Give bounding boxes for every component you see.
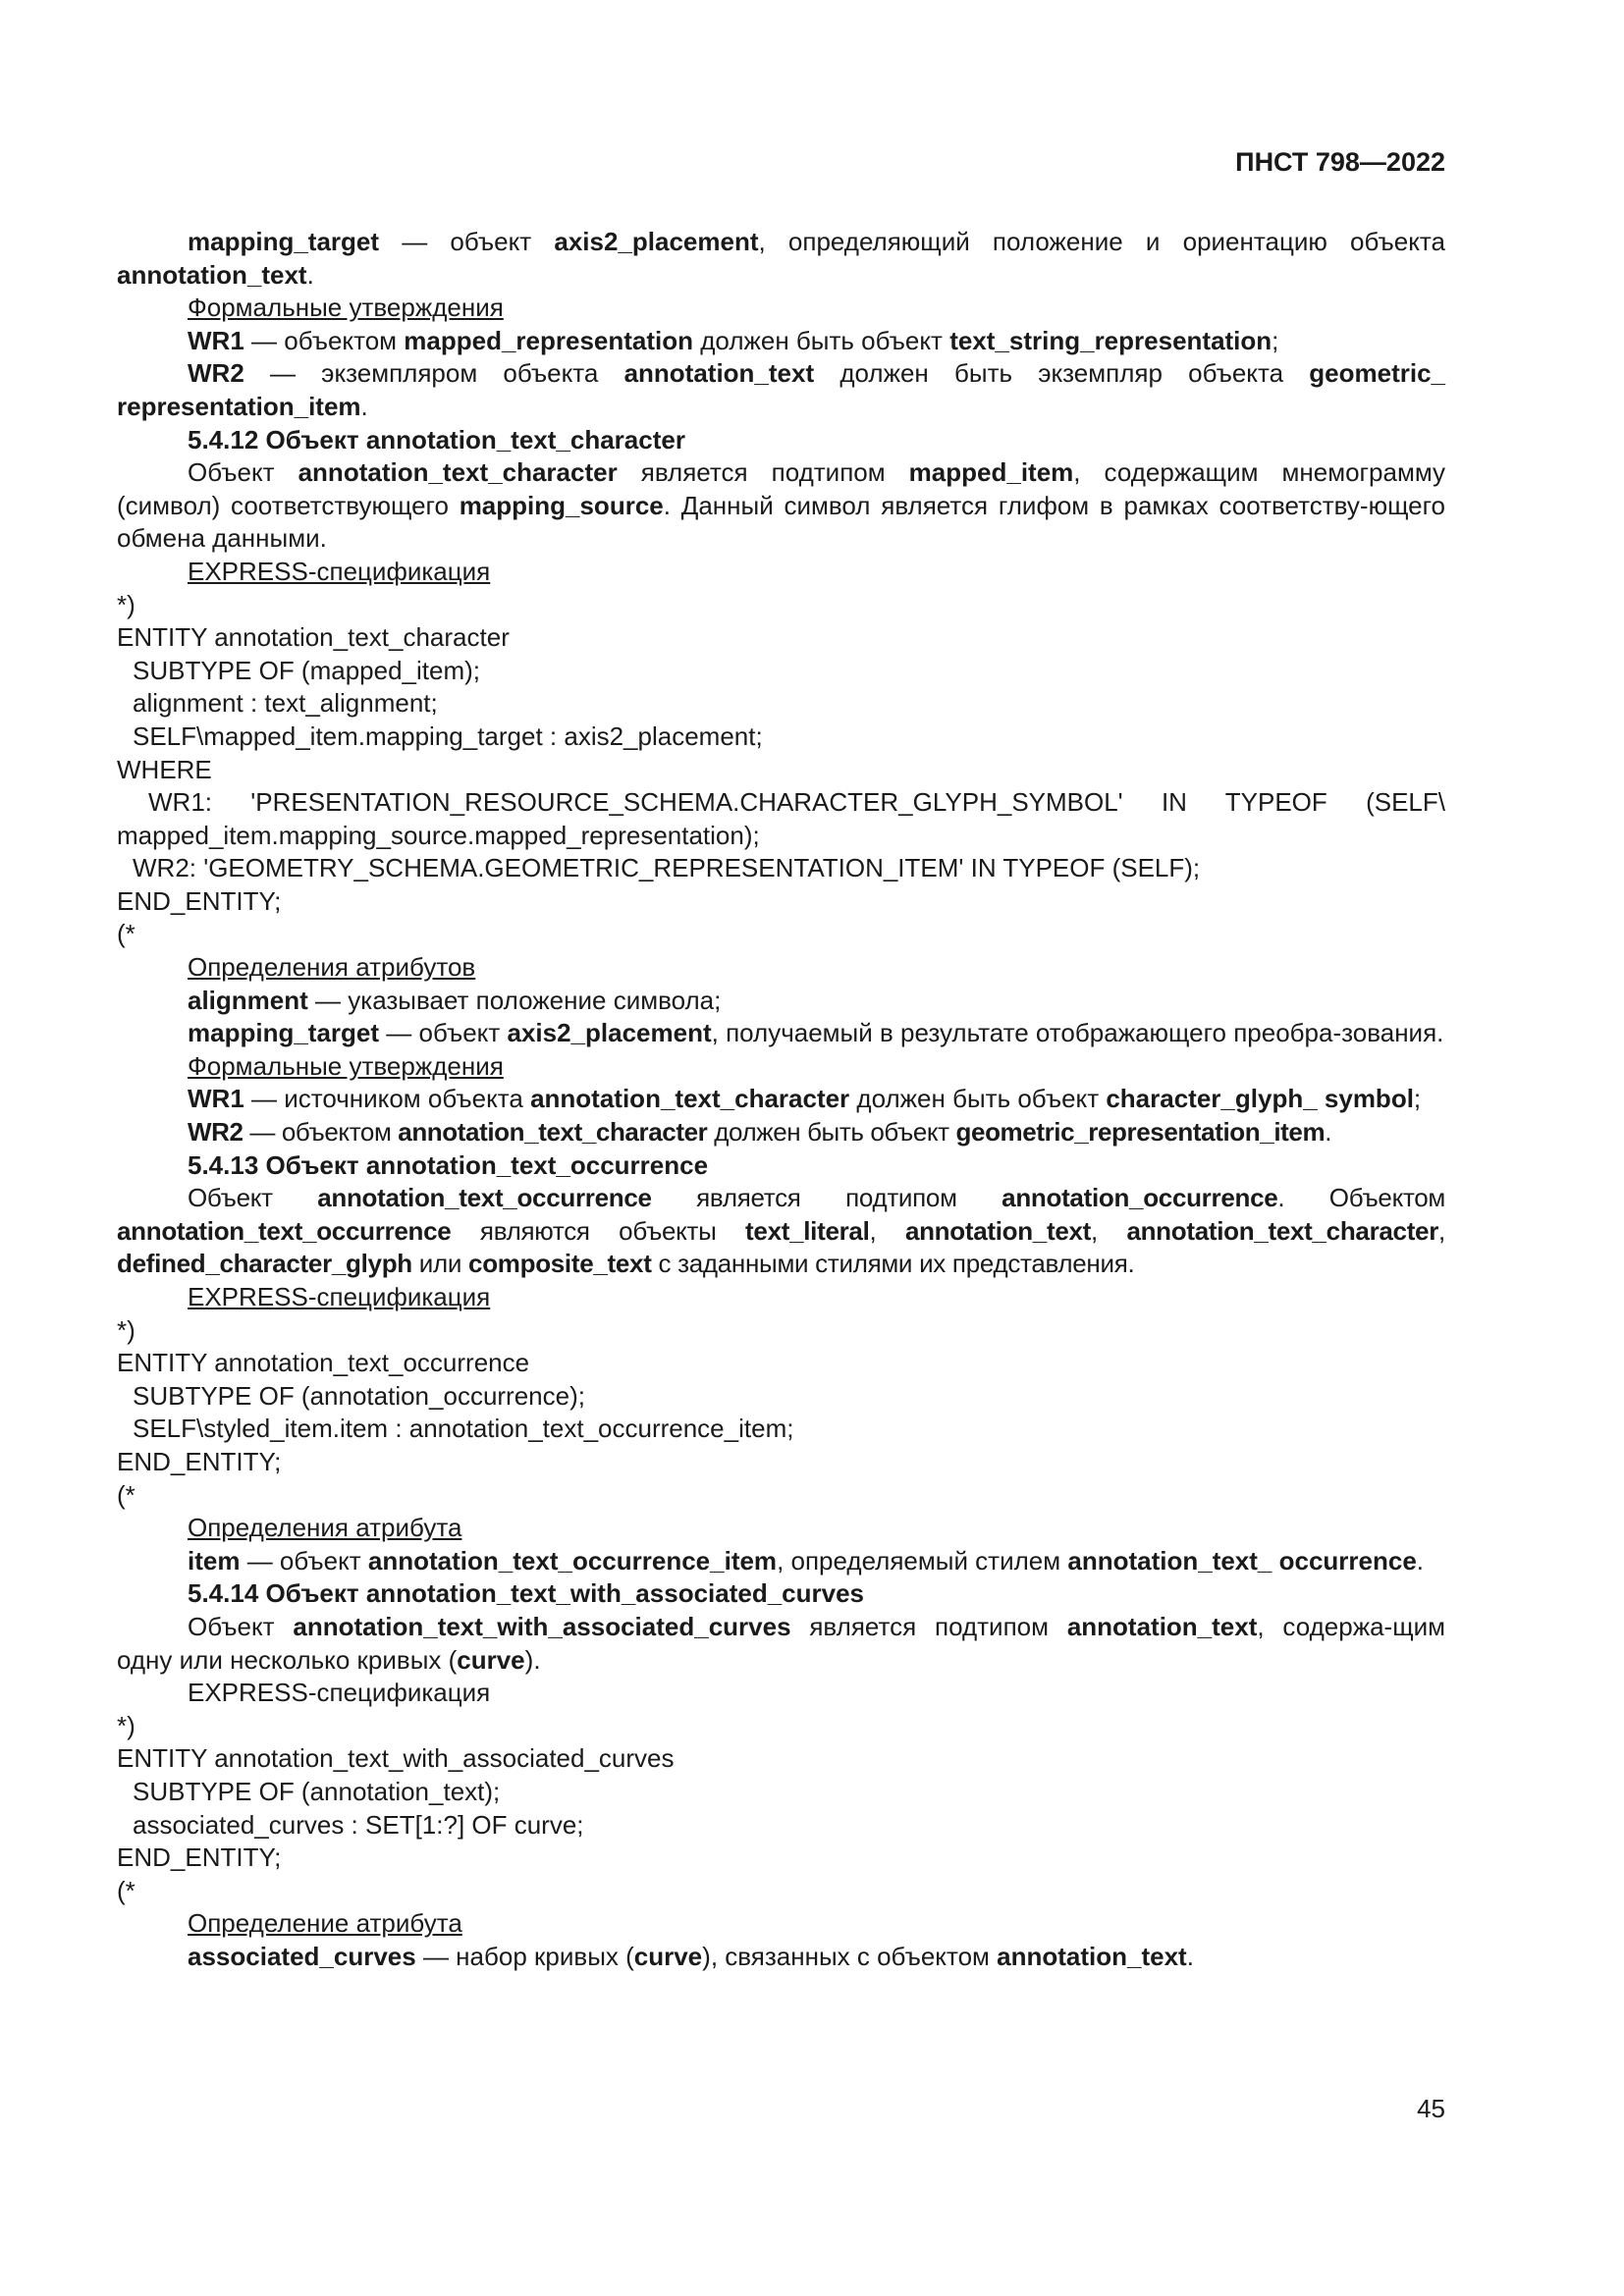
- code-line: WR2: 'GEOMETRY_SCHEMA.GEOMETRIC_REPRESENTATION_ITEM' IN TYPEOF (SELF);: [133, 853, 1201, 883]
- express-code-block: [117, 1314, 1445, 1513]
- section-heading-5-4-13: 5.4.13 Объект annotation_text_occurrence: [188, 1149, 709, 1180]
- code-line: SELF\styled_item.item : annotation_text_occurrence_item;: [133, 1414, 794, 1444]
- code-line: *): [117, 589, 135, 619]
- page-content: [117, 226, 1445, 1973]
- rule-wr1: WR1 — источником объекта annotation_text_character должен быть объект character_glyph_ symbol;: [188, 1084, 1422, 1114]
- express-caption: EXPRESS-спецификация: [188, 1678, 491, 1708]
- mapping-target-definition: mapping_target — объект axis2_placement, получаемый в результате отображающего преобра-зования.: [188, 1018, 1444, 1048]
- section-heading-5-4-12: 5.4.12 Объект annotation_text_character: [188, 424, 685, 454]
- code-line: END_ENTITY;: [117, 1842, 282, 1873]
- section-intro: Объект annotation_text_with_associated_curves является подтипом annotation_text, содержа-щим одну или несколько кривых (curve).: [117, 1611, 1445, 1675]
- code-line: SUBTYPE OF (mapped_item);: [133, 655, 480, 685]
- code-line: alignment : text_alignment;: [133, 688, 438, 719]
- formal-statements-caption: Формальные утверждения: [188, 293, 504, 323]
- code-line: (*: [117, 1875, 135, 1905]
- code-line: (*: [117, 919, 135, 949]
- associated-curves-definition: associated_curves — набор кривых (curve), связанных с объектом annotation_text.: [188, 1941, 1194, 1971]
- section-intro: Объект annotation_text_occurrence является подтипом annotation_occurrence. Объектом annotation_text_occurrence являются объекты text_literal, annotation_text, annotation_text_character, defined_character_glyph или composite_text с заданными стилями их представления.: [117, 1183, 1445, 1279]
- express-caption: EXPRESS-спецификация: [188, 556, 491, 586]
- formal-statements-caption: Формальные утверждения: [188, 1050, 504, 1081]
- code-line: WR1: 'PRESENTATION_RESOURCE_SCHEMA.CHARACTER_GLYPH_SYMBOL' IN TYPEOF (SELF\ mapped_item.mapping_source.mapped_representation);: [117, 787, 1445, 850]
- express-code-block: [117, 589, 1445, 952]
- code-line: (*: [117, 1479, 135, 1510]
- rule-wr1: WR1 — объектом mapped_representation должен быть объект text_string_representation;: [188, 325, 1279, 355]
- express-caption: EXPRESS-спецификация: [188, 1282, 491, 1311]
- rule-wr2: WR2 — объектом annotation_text_character должен быть объект geometric_representation_item.: [188, 1117, 1332, 1148]
- code-line: ENTITY annotation_text_with_associated_curves: [117, 1743, 675, 1774]
- code-line: SELF\mapped_item.mapping_target : axis2_placement;: [133, 721, 763, 751]
- rule-wr2: WR2 — экземпляром объекта annotation_text должен быть экземпляр объекта geometric_ representation_item.: [117, 358, 1445, 421]
- attributes-caption: Определения атрибутов: [188, 952, 476, 983]
- code-line: *): [117, 1710, 135, 1740]
- attribute-caption: Определения атрибута: [188, 1513, 462, 1543]
- express-code-block: [117, 1710, 1445, 1908]
- code-line: *): [117, 1314, 135, 1345]
- page-number: 45: [1417, 2094, 1445, 2123]
- code-line: associated_curves : SET[1:?] OF curve;: [133, 1809, 584, 1840]
- code-line: ENTITY annotation_text_occurrence: [117, 1348, 530, 1378]
- code-line: WHERE: [117, 754, 212, 784]
- code-line: END_ENTITY;: [117, 885, 282, 916]
- item-definition: item — объект annotation_text_occurrence_item, определяемый стилем annotation_text_ occurrence.: [188, 1545, 1425, 1575]
- code-line: END_ENTITY;: [117, 1446, 282, 1476]
- section-intro: Объект annotation_text_character является подтипом mapped_item, содержащим мнемограмму (символ) соответствующего mapping_source. Данный символ является глифом в рамках соответству-ющего обмена данными.: [117, 457, 1445, 554]
- code-line: ENTITY annotation_text_character: [117, 622, 510, 653]
- alignment-definition: alignment — указывает положение символа;: [188, 985, 722, 1015]
- code-line: SUBTYPE OF (annotation_text);: [133, 1776, 501, 1806]
- code-line: SUBTYPE OF (annotation_occurrence);: [133, 1380, 585, 1411]
- document-id: ПНСТ 798—2022: [1235, 147, 1445, 177]
- section-heading-5-4-14: 5.4.14 Объект annotation_text_with_associated_curves: [188, 1578, 865, 1609]
- attribute-caption: Определение атрибута: [188, 1908, 462, 1939]
- mapping-target-definition: mapping_target — объект axis2_placement, определяющий положение и ориентацию объекта annotation_text.: [117, 227, 1445, 290]
